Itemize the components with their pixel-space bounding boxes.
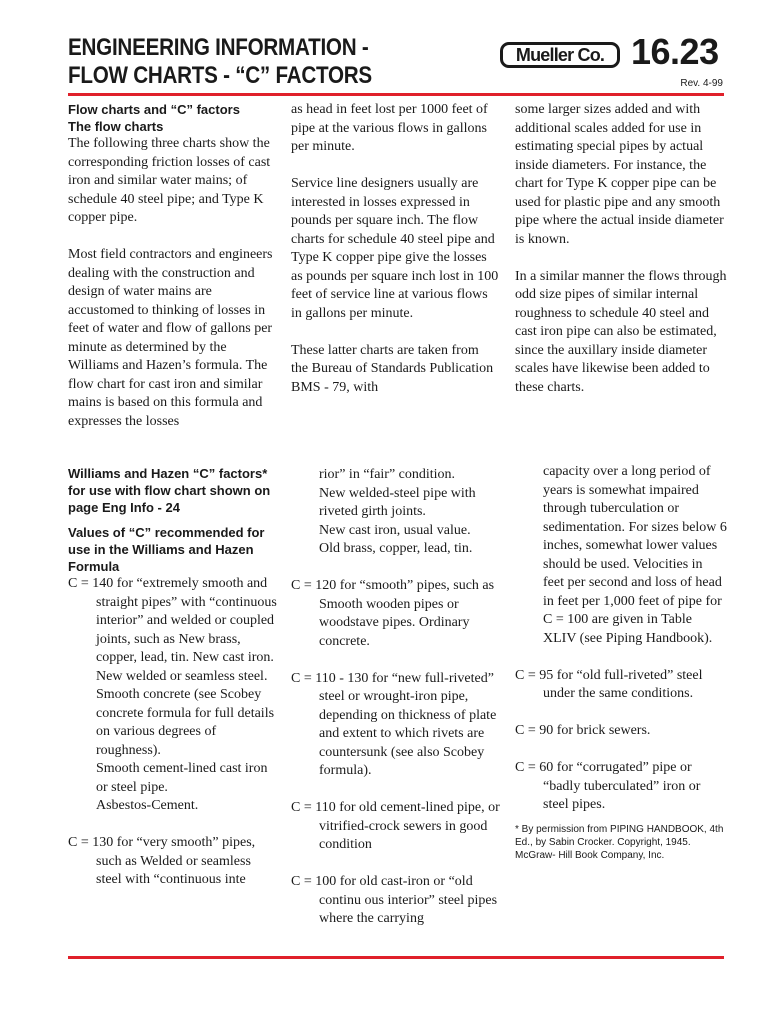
mueller-logo: Mueller Co.	[500, 42, 620, 68]
paragraph: The following three charts show the corresponding friction losses of cast iron and similar water mains; of schedule 40 steel pipe; and Type K copper pipe.	[68, 136, 271, 225]
c-factor-130-detail: New welded-steel pipe with riveted girth joints.	[319, 485, 476, 519]
c-factor-140-detail: New welded or seamless steel. Smooth concrete (see Scobey concrete formula for full details on various degrees of roughness).	[96, 668, 275, 758]
c-factor-130: C = 130 for “very smooth” pipes, such as Welded or seamless steel with “continuous inte	[68, 835, 256, 887]
page-title	[68, 34, 372, 90]
footnote: * By permission from PIPING HANDBOOK, 4th Ed., by Sabin Crocker. Copyright, 1945. McGraw- Hill Book Company, Inc.	[515, 823, 724, 861]
c-factor-140-detail: Asbestos-Cement.	[96, 798, 199, 813]
footer-divider	[68, 956, 724, 959]
c-factor-130-detail: Old brass, copper, lead, tin.	[319, 541, 473, 556]
paragraph: In a similar manner the flows through odd size pipes of similar internal roughness to schedule 40 steel and cast iron pipe can also be estimated, since the auxillary inside diameter scales have likewise been added to these charts.	[515, 268, 727, 395]
section1-column-2	[291, 101, 499, 397]
c-factor-140: C = 140 for “extremely smooth and straight pipes” with “continuous interior” and welded or coupled joints, such as New brass, copper, lead, tin. New cast iron.	[68, 576, 277, 665]
paragraph: Service line designers usually are interested in losses expressed in pounds per square inch. The flow charts for schedule 40 steel pipe and Type K copper pipe give the losses as pounds per square inch lost in 100 feet of service line at various flows in gallons per minute.	[291, 176, 499, 321]
c-factor-130-continued: rior” in “fair” condition.	[319, 467, 456, 482]
c-factor-110-130: C = 110 - 130 for “new full-riveted” steel or wrought-iron pipe, depending on thickness of plate and extent to which rivets are countersunk (see also Scobey formula).	[291, 670, 497, 778]
section2-column-1	[68, 465, 278, 890]
title-line-2: FLOW CHARTS - “C” FACTORS	[68, 62, 372, 89]
c-factor-95: C = 95 for “old full-riveted” steel under the same conditions.	[515, 667, 703, 701]
section1-column-3	[515, 101, 727, 397]
williams-hazen-heading: Williams and Hazen “C” factors* for use with flow chart shown on page Eng Info - 24	[68, 466, 271, 515]
title-line-1: ENGINEERING INFORMATION -	[68, 34, 369, 61]
c-factor-60: C = 60 for “corrugated” pipe or “badly tuberculated” iron or steel pipes.	[515, 760, 701, 812]
section2-column-3	[515, 463, 727, 862]
values-of-c-heading: Values of “C” recommended for use in the Williams and Hazen Formula	[68, 525, 265, 574]
paragraph: some larger sizes added and with additional scales added for use in estimating special pipes by actual inside diameters. For instance, the chart for Type K copper pipe can be used for plastic pipe and any smooth pipe where the actual inside diameter is known.	[515, 102, 724, 247]
c-factor-130-detail: New cast iron, usual value.	[319, 522, 471, 538]
c-factor-90: C = 90 for brick sewers.	[515, 723, 651, 738]
c-factor-100-continued: capacity over a long period of years is somewhat impaired through tuberculation or sedimentation. For sizes below 6 inches, somewhat lower values should be used. Velocities in feet per second and loss of head in feet per 1,000 feet of pipe for C = 100 are given in Table XLIV (see Piping Handbook).	[543, 464, 727, 646]
c-factor-120: C = 120 for “smooth” pipes, such as Smooth wooden pipes or woodstave pipes. Ordinary concrete.	[291, 578, 495, 649]
header-divider	[68, 93, 724, 96]
page-number: 16.23	[631, 31, 719, 72]
paragraph: Most field contractors and engineers dealing with the construction and design of water mains are accustomed to thinking of losses in feet of water and flow of gallons per minute as determined by the Williams and Hazen’s formula. The flow chart for cast iron and similar mains is based on this formula and expresses the losses	[68, 247, 273, 429]
flow-charts-heading: Flow charts and “C” factors	[68, 102, 240, 117]
section2-column-2	[291, 466, 501, 929]
paragraph: These latter charts are taken from the Bureau of Standards Publication BMS - 79, with	[291, 342, 494, 395]
paragraph: as head in feet lost per 1000 feet of pipe at the various flows in gallons per minute.	[291, 102, 488, 154]
section1-column-1	[68, 101, 276, 431]
c-factor-140-detail: Smooth cement-lined cast iron or steel pipe.	[96, 761, 268, 795]
revision-label: Rev. 4-99	[680, 78, 723, 89]
c-factor-110: C = 110 for old cement-lined pipe, or vitrified-crock sewers in good condition	[291, 800, 500, 852]
page-header	[68, 31, 724, 94]
the-flow-charts-subheading: The flow charts	[68, 119, 164, 134]
c-factor-100: C = 100 for old cast-iron or “old continu ous interior” steel pipes where the carrying	[291, 874, 498, 926]
